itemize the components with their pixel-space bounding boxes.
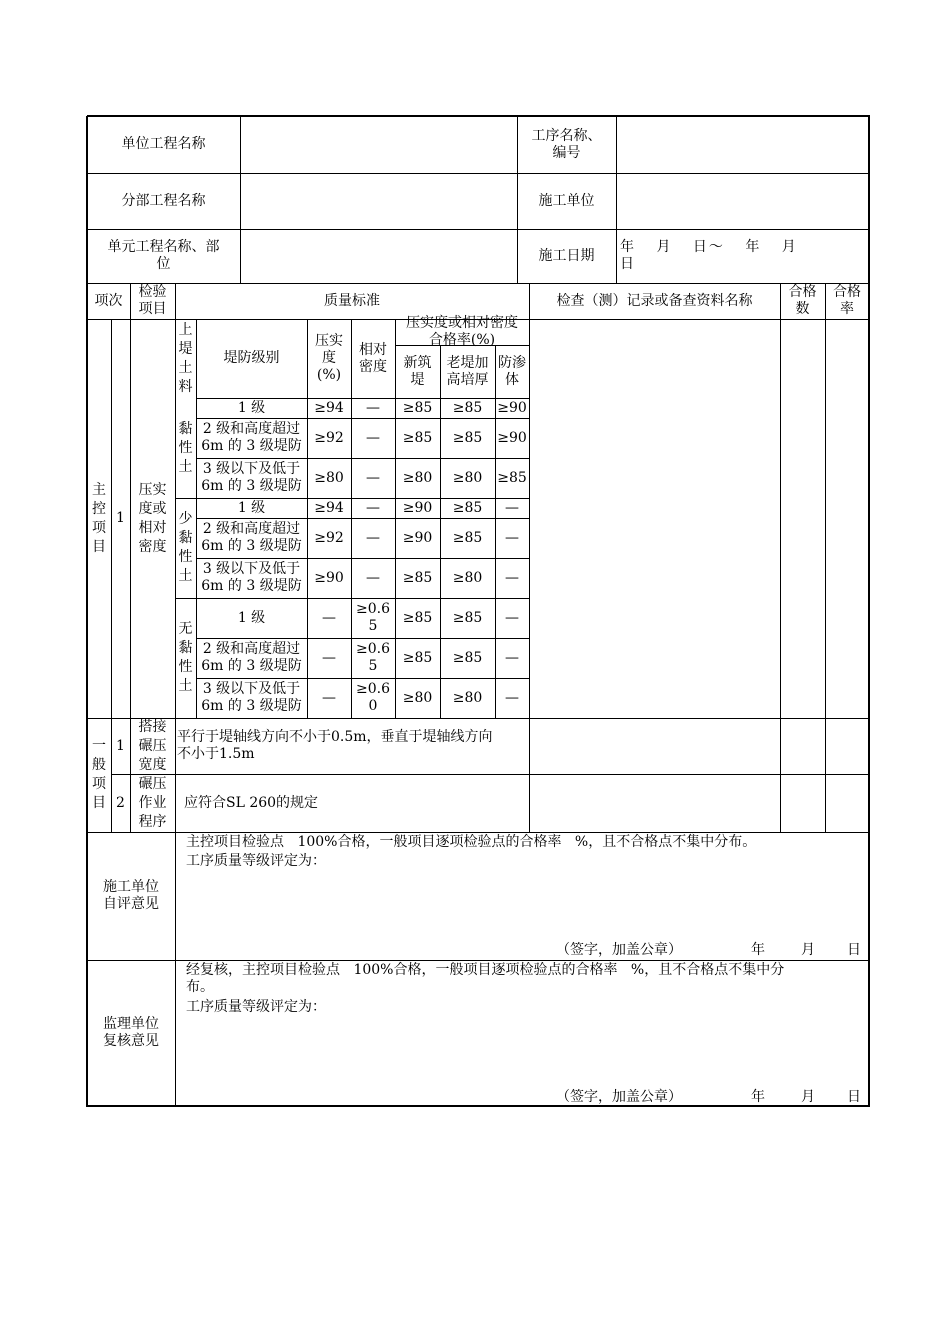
old-dike-cell bbox=[440, 458, 495, 498]
seepage-header-text: 防渗 体 bbox=[498, 354, 526, 388]
new-dike-cell-text: ≥85 bbox=[402, 429, 433, 446]
fill-material-header-text: 上 堤 土 料 bbox=[178, 321, 193, 395]
compaction-cell bbox=[307, 558, 351, 598]
old-dike-header-text: 老堤加 高培厚 bbox=[446, 354, 489, 388]
dike-grade-cell bbox=[196, 418, 307, 458]
dike-grade-header-text: 堤防级别 bbox=[223, 350, 280, 366]
old-dike-cell bbox=[440, 498, 495, 518]
sub-project-input[interactable] bbox=[241, 173, 517, 229]
general-pass-rate-input[interactable] bbox=[826, 718, 869, 832]
general-label-text: 一 般 项 目 bbox=[92, 738, 106, 811]
main-control-item bbox=[130, 319, 175, 718]
seepage-cell-text: ≥85 bbox=[497, 469, 527, 486]
general-label bbox=[87, 718, 111, 832]
soil-type-label-text: 黏 性 土 bbox=[178, 420, 193, 475]
relative-density-cell bbox=[351, 678, 395, 718]
new-dike-header-text: 新筑 堤 bbox=[403, 354, 432, 388]
main-control-label bbox=[87, 319, 111, 718]
unit-project-input[interactable] bbox=[241, 116, 517, 173]
dike-grade-cell bbox=[196, 638, 307, 678]
relative-density-cell-text: — bbox=[366, 529, 380, 546]
dike-grade-cell bbox=[196, 598, 307, 638]
old-dike-cell-text: ≥80 bbox=[452, 689, 483, 706]
new-dike-cell bbox=[395, 458, 440, 498]
old-dike-cell bbox=[440, 558, 495, 598]
self-eval-label bbox=[87, 832, 175, 960]
relative-density-cell-text: — bbox=[366, 569, 380, 586]
compaction-cell bbox=[307, 518, 351, 558]
compaction-cell-text: ≥94 bbox=[314, 499, 344, 516]
compaction-cell bbox=[307, 458, 351, 498]
col-inspection-item-text: 检验 项目 bbox=[138, 284, 167, 317]
process-name-input[interactable] bbox=[617, 116, 869, 173]
general-item-2 bbox=[130, 774, 175, 832]
relative-density-cell-text: — bbox=[366, 469, 380, 486]
seepage-cell bbox=[495, 678, 529, 718]
seepage-cell-text: ≥90 bbox=[497, 429, 527, 446]
rate-group-header-text: 压实度或相对密度 合格率(%) bbox=[406, 315, 518, 348]
soil-type-label bbox=[175, 398, 196, 498]
new-dike-cell bbox=[395, 558, 440, 598]
compaction-cell bbox=[307, 598, 351, 638]
supervisor-eval-month: 月 bbox=[801, 1089, 815, 1105]
old-dike-cell-text: ≥80 bbox=[452, 469, 483, 486]
col-records bbox=[529, 283, 780, 319]
self-eval-sign-label: （签字，加盖公章） bbox=[556, 942, 682, 958]
rate-group-header bbox=[395, 315, 529, 348]
process-name-label-text: 工序名称、 编号 bbox=[531, 127, 602, 161]
general-index-2-text: 2 bbox=[116, 794, 125, 811]
contractor-input[interactable] bbox=[617, 173, 869, 229]
contractor-label bbox=[517, 173, 616, 229]
element-project-label-text: 单元工程名称、部 位 bbox=[107, 239, 220, 272]
seepage-header bbox=[495, 345, 529, 398]
col-inspection-item bbox=[130, 283, 175, 319]
seepage-cell bbox=[495, 498, 529, 518]
self-eval-year: 年 bbox=[751, 942, 765, 958]
table-rule-h bbox=[87, 960, 870, 961]
compaction-cell-text: — bbox=[322, 649, 336, 666]
compaction-cell-text: — bbox=[322, 609, 336, 626]
old-dike-cell-text: ≥85 bbox=[452, 529, 483, 546]
new-dike-cell bbox=[395, 638, 440, 678]
contractor-label-text: 施工单位 bbox=[538, 192, 595, 209]
main-control-pass-rate-input[interactable] bbox=[826, 319, 869, 718]
table-rule-v bbox=[175, 832, 176, 1107]
supervisor-eval-sign-label: （签字，加盖公章） bbox=[556, 1089, 682, 1105]
relative-density-cell-text: — bbox=[366, 399, 380, 416]
new-dike-cell-text: ≥90 bbox=[402, 529, 433, 546]
compaction-cell-text: ≥94 bbox=[314, 399, 344, 416]
new-dike-cell bbox=[395, 498, 440, 518]
new-dike-cell bbox=[395, 418, 440, 458]
soil-type-label bbox=[175, 498, 196, 598]
col-pass-count bbox=[780, 283, 825, 319]
seepage-cell bbox=[495, 558, 529, 598]
relative-density-header bbox=[351, 319, 395, 398]
compaction-cell-text: — bbox=[322, 689, 336, 706]
soil-type-label-text: 无 黏 性 土 bbox=[178, 621, 193, 694]
old-dike-cell-text: ≥85 bbox=[452, 609, 483, 626]
compaction-cell bbox=[307, 638, 351, 678]
old-dike-cell bbox=[440, 398, 495, 418]
relative-density-cell-text: ≥0.6 5 bbox=[356, 601, 390, 634]
construction-date-label bbox=[517, 229, 616, 283]
col-quality-standard-text: 质量标准 bbox=[324, 292, 380, 309]
seepage-cell bbox=[495, 598, 529, 638]
dike-grade-cell-text: 2 级和高度超过 6m 的 3 级堤防 bbox=[201, 641, 302, 674]
new-dike-cell bbox=[395, 518, 440, 558]
general-pass-count-input[interactable] bbox=[781, 718, 825, 832]
soil-type-label bbox=[175, 598, 196, 718]
col-item-no-text: 项次 bbox=[94, 292, 123, 309]
new-dike-cell-text: ≥80 bbox=[402, 469, 433, 486]
relative-density-cell bbox=[351, 638, 395, 678]
old-dike-header bbox=[440, 345, 495, 398]
compaction-header-text: 压实 度 (%) bbox=[315, 333, 343, 383]
general-records-input[interactable] bbox=[530, 718, 780, 832]
seepage-cell bbox=[495, 518, 529, 558]
process-name-label bbox=[517, 116, 616, 173]
general-standard-2 bbox=[184, 774, 529, 832]
dike-grade-cell bbox=[196, 398, 307, 418]
construction-date-value-text: 年 月 日～ 年 月 日 bbox=[620, 239, 798, 272]
old-dike-cell bbox=[440, 638, 495, 678]
new-dike-header bbox=[395, 345, 440, 398]
relative-density-cell-text: ≥0.6 5 bbox=[356, 641, 390, 674]
dike-grade-cell-text: 2 级和高度超过 6m 的 3 级堤防 bbox=[201, 421, 302, 454]
compaction-cell bbox=[307, 498, 351, 518]
relative-density-cell bbox=[351, 458, 395, 498]
seepage-cell-text: — bbox=[505, 649, 519, 666]
supervisor-eval-year: 年 bbox=[751, 1089, 765, 1105]
main-control-index bbox=[111, 319, 130, 718]
main-control-records-input[interactable] bbox=[530, 319, 780, 718]
relative-density-cell-text: ≥0.6 0 bbox=[356, 681, 390, 714]
new-dike-cell-text: ≥85 bbox=[402, 569, 433, 586]
main-control-item-text: 压实 度或 相对 密度 bbox=[138, 481, 167, 555]
general-standard-2-text: 应符合SL 260的规定 bbox=[184, 794, 319, 811]
general-index-1 bbox=[111, 718, 130, 774]
old-dike-cell bbox=[440, 598, 495, 638]
general-item-2-text: 碾压 作业 程序 bbox=[138, 775, 167, 830]
relative-density-cell bbox=[351, 418, 395, 458]
dike-grade-cell-text: 1 级 bbox=[237, 609, 266, 626]
seepage-cell bbox=[495, 458, 529, 498]
dike-grade-cell-text: 2 级和高度超过 6m 的 3 级堤防 bbox=[201, 521, 302, 554]
self-eval-grade-line: 工序质量等级评定为： bbox=[186, 853, 326, 869]
self-eval-label-text: 施工单位 自评意见 bbox=[103, 879, 159, 912]
general-item-1 bbox=[130, 718, 175, 774]
new-dike-cell-text: ≥85 bbox=[402, 649, 433, 666]
new-dike-cell-text: ≥85 bbox=[402, 399, 433, 416]
col-pass-count-text: 合格 数 bbox=[788, 284, 817, 317]
relative-density-cell bbox=[351, 558, 395, 598]
new-dike-cell bbox=[395, 598, 440, 638]
general-index-1-text: 1 bbox=[116, 737, 125, 754]
new-dike-cell-text: ≥90 bbox=[402, 499, 433, 516]
relative-density-header-text: 相对 密度 bbox=[359, 341, 387, 375]
old-dike-cell-text: ≥85 bbox=[452, 399, 483, 416]
seepage-cell-text: — bbox=[505, 689, 519, 706]
compaction-cell bbox=[307, 418, 351, 458]
main-control-pass-count-input[interactable] bbox=[781, 319, 825, 718]
fill-material-header bbox=[175, 319, 196, 398]
compaction-cell bbox=[307, 678, 351, 718]
dike-grade-cell bbox=[196, 678, 307, 718]
general-item-1-text: 搭接 碾压 宽度 bbox=[138, 718, 167, 773]
element-project-label bbox=[87, 229, 240, 283]
old-dike-cell bbox=[440, 518, 495, 558]
relative-density-cell bbox=[351, 518, 395, 558]
col-records-text: 检查（测）记录或备查资料名称 bbox=[556, 292, 753, 309]
general-standard-1 bbox=[177, 718, 529, 774]
unit-project-label bbox=[87, 116, 240, 173]
col-quality-standard bbox=[175, 283, 529, 319]
unit-project-label-text: 单位工程名称 bbox=[121, 136, 206, 152]
seepage-cell-text: — bbox=[505, 499, 519, 516]
new-dike-cell-text: ≥80 bbox=[402, 689, 433, 706]
self-eval-day: 日 bbox=[847, 942, 861, 958]
self-eval-statement: 主控项目检验点 100%合格，一般项目逐项检验点的合格率 %，且不合格点不集中分布。 bbox=[186, 834, 757, 850]
element-project-input[interactable] bbox=[241, 229, 517, 283]
construction-date-value bbox=[620, 229, 866, 283]
old-dike-cell bbox=[440, 678, 495, 718]
relative-density-cell bbox=[351, 398, 395, 418]
sub-project-label-text: 分部工程名称 bbox=[121, 192, 206, 209]
table-rule-h bbox=[87, 832, 870, 833]
dike-grade-cell bbox=[196, 498, 307, 518]
compaction-cell-text: ≥90 bbox=[314, 569, 344, 586]
supervisor-eval-day: 日 bbox=[847, 1089, 861, 1105]
supervisor-eval-grade-line: 工序质量等级评定为： bbox=[186, 999, 326, 1015]
general-index-2 bbox=[111, 774, 130, 832]
new-dike-cell-text: ≥85 bbox=[402, 609, 433, 626]
dike-grade-cell bbox=[196, 518, 307, 558]
old-dike-cell-text: ≥80 bbox=[452, 569, 483, 586]
compaction-cell-text: ≥92 bbox=[314, 429, 344, 446]
dike-grade-cell bbox=[196, 458, 307, 498]
dike-grade-cell-text: 1 级 bbox=[237, 399, 266, 416]
seepage-cell-text: — bbox=[505, 609, 519, 626]
compaction-header bbox=[307, 319, 351, 398]
construction-date-label-text: 施工日期 bbox=[538, 247, 595, 264]
dike-grade-cell-text: 1 级 bbox=[237, 499, 266, 516]
main-control-label-text: 主 控 项 目 bbox=[92, 481, 106, 555]
seepage-cell bbox=[495, 638, 529, 678]
seepage-cell bbox=[495, 398, 529, 418]
supervisor-eval-label-text: 监理单位 复核意见 bbox=[103, 1016, 159, 1049]
main-control-index-text: 1 bbox=[116, 510, 125, 526]
soil-type-label-text: 少 黏 性 土 bbox=[178, 511, 193, 584]
relative-density-cell-text: — bbox=[366, 429, 380, 446]
compaction-cell-text: ≥80 bbox=[314, 469, 344, 486]
seepage-cell-text: ≥90 bbox=[497, 399, 527, 416]
seepage-cell bbox=[495, 418, 529, 458]
new-dike-cell bbox=[395, 678, 440, 718]
supervisor-eval-statement: 经复核，主控项目检验点 100%合格，一般项目逐项检验点的合格率 %，且不合格点不集中分 布。 bbox=[186, 962, 785, 995]
old-dike-cell-text: ≥85 bbox=[452, 429, 483, 446]
general-standard-1-text: 平行于堤轴线方向不小于0.5m，垂直于堤轴线方向 不小于1.5m bbox=[177, 729, 493, 762]
seepage-cell-text: — bbox=[505, 569, 519, 586]
supervisor-eval-label bbox=[87, 960, 175, 1106]
dike-grade-header bbox=[196, 319, 307, 398]
dike-grade-cell bbox=[196, 558, 307, 598]
dike-grade-cell-text: 3 级以下及低于 6m 的 3 级堤防 bbox=[201, 461, 302, 494]
relative-density-cell bbox=[351, 598, 395, 638]
old-dike-cell-text: ≥85 bbox=[452, 649, 483, 666]
compaction-cell-text: ≥92 bbox=[314, 529, 344, 546]
dike-grade-cell-text: 3 级以下及低于 6m 的 3 级堤防 bbox=[201, 681, 302, 714]
seepage-cell-text: — bbox=[505, 529, 519, 546]
col-item-no bbox=[87, 283, 130, 319]
old-dike-cell-text: ≥85 bbox=[452, 499, 483, 516]
relative-density-cell-text: — bbox=[366, 499, 380, 516]
new-dike-cell bbox=[395, 398, 440, 418]
relative-density-cell bbox=[351, 498, 395, 518]
col-pass-rate-text: 合格 率 bbox=[833, 284, 861, 317]
col-pass-rate bbox=[825, 283, 869, 319]
self-eval-month: 月 bbox=[801, 942, 815, 958]
old-dike-cell bbox=[440, 418, 495, 458]
sub-project-label bbox=[87, 173, 240, 229]
compaction-cell bbox=[307, 398, 351, 418]
dike-grade-cell-text: 3 级以下及低于 6m 的 3 级堤防 bbox=[201, 561, 302, 594]
